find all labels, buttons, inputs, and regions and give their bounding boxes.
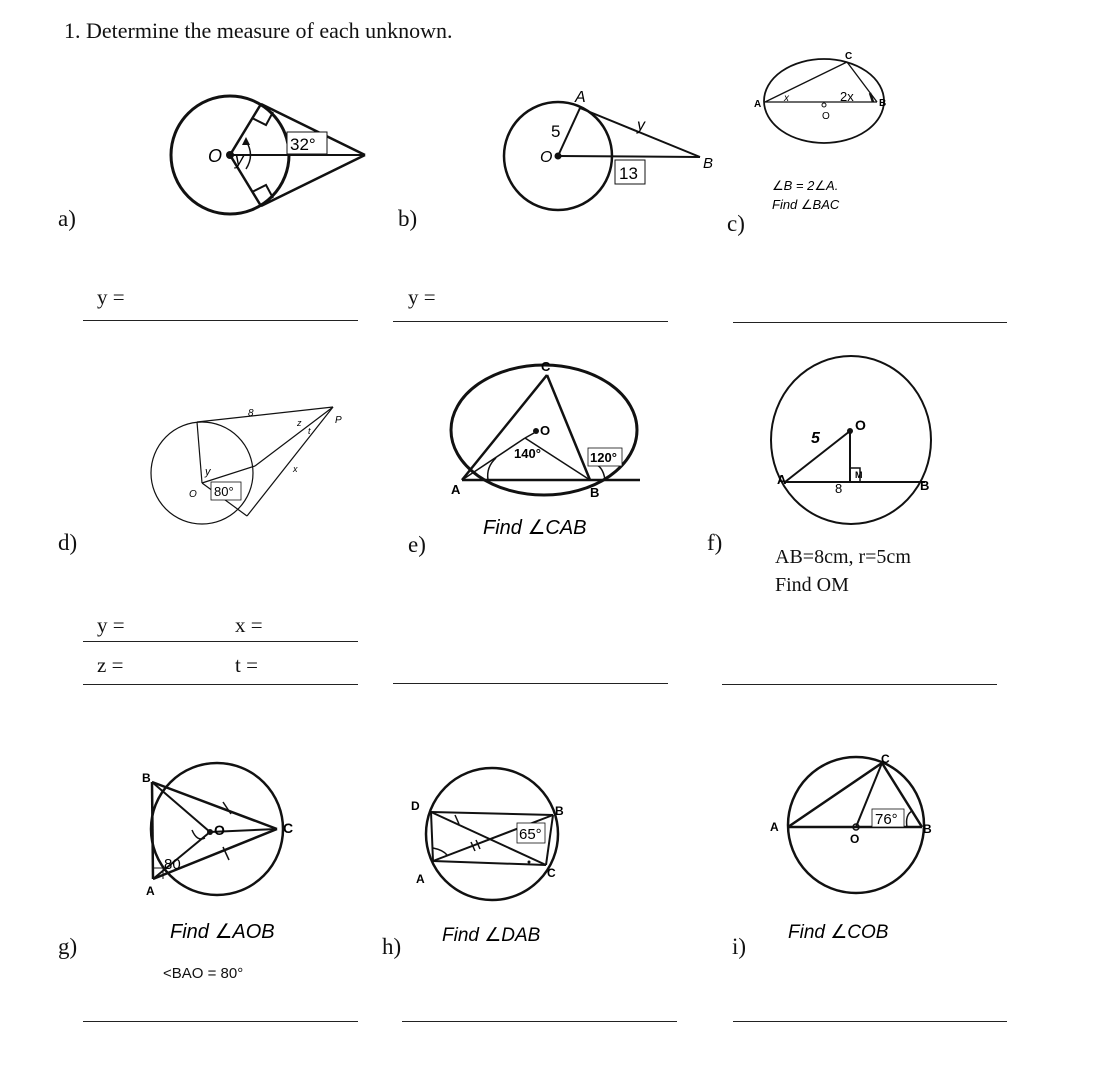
e-point-b: B: [590, 485, 600, 500]
answer-line-f[interactable]: [722, 684, 997, 685]
h-point-c: C: [547, 866, 556, 880]
diagram-f: [765, 350, 950, 550]
i-find: Find ∠COB: [788, 922, 889, 943]
a-var-y: y: [235, 150, 244, 169]
i-point-o: O: [850, 832, 860, 846]
g-find: Find ∠AOB: [170, 921, 275, 943]
c-given: ∠B = 2∠A.: [772, 178, 839, 193]
f-find: Find OM: [775, 574, 849, 596]
answer-line-d2[interactable]: [83, 684, 358, 685]
a-angle-label: 32°: [290, 135, 316, 154]
answer-d-z: z =: [97, 653, 124, 677]
answer-line-d1[interactable]: [83, 641, 358, 642]
e-find: Find ∠CAB: [483, 517, 587, 539]
e-point-a: A: [451, 482, 461, 497]
d-len-8: 8: [248, 408, 254, 419]
answer-a: y =: [97, 285, 125, 309]
part-h-label: h): [382, 934, 402, 959]
part-f-label: f): [707, 530, 723, 555]
diagram-g: [135, 762, 310, 947]
part-a-label: a): [58, 206, 76, 231]
g-point-b: B: [142, 771, 151, 785]
i-point-b: B: [923, 822, 932, 836]
part-i-label: i): [732, 934, 747, 959]
e-angle-120: 120°: [590, 450, 617, 465]
diagram-d: [145, 400, 360, 525]
f-point-b: B: [920, 478, 930, 493]
f-len-5: 5: [811, 430, 820, 447]
i-point-c: C: [881, 752, 890, 766]
b-length-label: 13: [619, 164, 638, 183]
f-len-8: 8: [835, 481, 843, 496]
answer-line-i[interactable]: [733, 1021, 1007, 1022]
g-point-o: O: [214, 822, 225, 838]
a-point-o: O: [208, 146, 223, 166]
i-angle-label: 76°: [875, 811, 898, 828]
b-var-y: y: [637, 117, 645, 134]
g-angle-label: 80: [164, 856, 181, 873]
diagram-e: [440, 355, 650, 540]
diagram-b: [495, 85, 725, 200]
c-point-o: O: [822, 111, 830, 122]
part-g-label: g): [58, 934, 78, 959]
answer-line-e[interactable]: [393, 683, 668, 684]
h-point-b: B: [555, 804, 564, 818]
part-d-label: d): [58, 530, 78, 555]
diagram-c: [752, 45, 897, 220]
part-b-label: b): [398, 206, 418, 231]
answer-line-a[interactable]: [83, 320, 358, 321]
h-find: Find ∠DAB: [442, 925, 541, 946]
e-angle-140: 140°: [514, 446, 541, 461]
answer-b: y =: [408, 285, 436, 309]
answer-line-g[interactable]: [83, 1021, 358, 1022]
i-point-a: A: [770, 820, 779, 834]
b-point-b: B: [703, 155, 714, 172]
f-point-a: A: [777, 472, 787, 487]
f-given: AB=8cm, r=5cm: [775, 546, 911, 568]
d-point-p: P: [335, 415, 342, 426]
g-point-c: C: [283, 820, 294, 836]
d-var-x: x: [293, 464, 298, 474]
c-point-a: A: [754, 99, 762, 110]
c-var-x: x: [784, 93, 789, 104]
g-point-a: A: [146, 884, 155, 898]
answer-d-x: x =: [235, 613, 263, 637]
answer-line-c[interactable]: [733, 322, 1007, 323]
b-point-o: O: [540, 149, 553, 166]
f-point-m: M: [855, 470, 863, 480]
h-point-d: D: [411, 799, 420, 813]
answer-line-b[interactable]: [393, 321, 668, 322]
answer-line-h[interactable]: [402, 1021, 677, 1022]
answer-d-y: y =: [97, 613, 125, 637]
part-e-label: e): [408, 532, 426, 557]
d-angle-label: 80°: [214, 484, 234, 499]
b-point-a: A: [575, 89, 586, 106]
c-var-2x: 2x: [840, 89, 854, 104]
g-given: <BAO = 80°: [163, 965, 244, 982]
b-radius-label: 5: [551, 122, 561, 141]
page-title: 1. Determine the measure of each unknown.: [64, 18, 453, 43]
e-point-c: C: [541, 359, 551, 374]
d-var-y: y: [205, 466, 211, 478]
diagram-h: [405, 762, 580, 952]
d-var-t: t: [308, 426, 311, 436]
c-point-c: C: [845, 51, 853, 62]
part-c-label: c): [727, 211, 745, 236]
c-find: Find ∠BAC: [772, 197, 840, 212]
d-point-o: O: [189, 489, 197, 500]
e-point-o: O: [540, 423, 551, 438]
diagram-i: [760, 745, 945, 950]
answer-d-t: t =: [235, 653, 258, 677]
c-point-b: B: [879, 98, 887, 109]
h-angle-label: 65°: [519, 826, 542, 843]
h-point-a: A: [416, 872, 425, 886]
f-point-o: O: [855, 417, 866, 433]
d-var-z: z: [297, 418, 302, 428]
diagram-a: [160, 85, 380, 220]
